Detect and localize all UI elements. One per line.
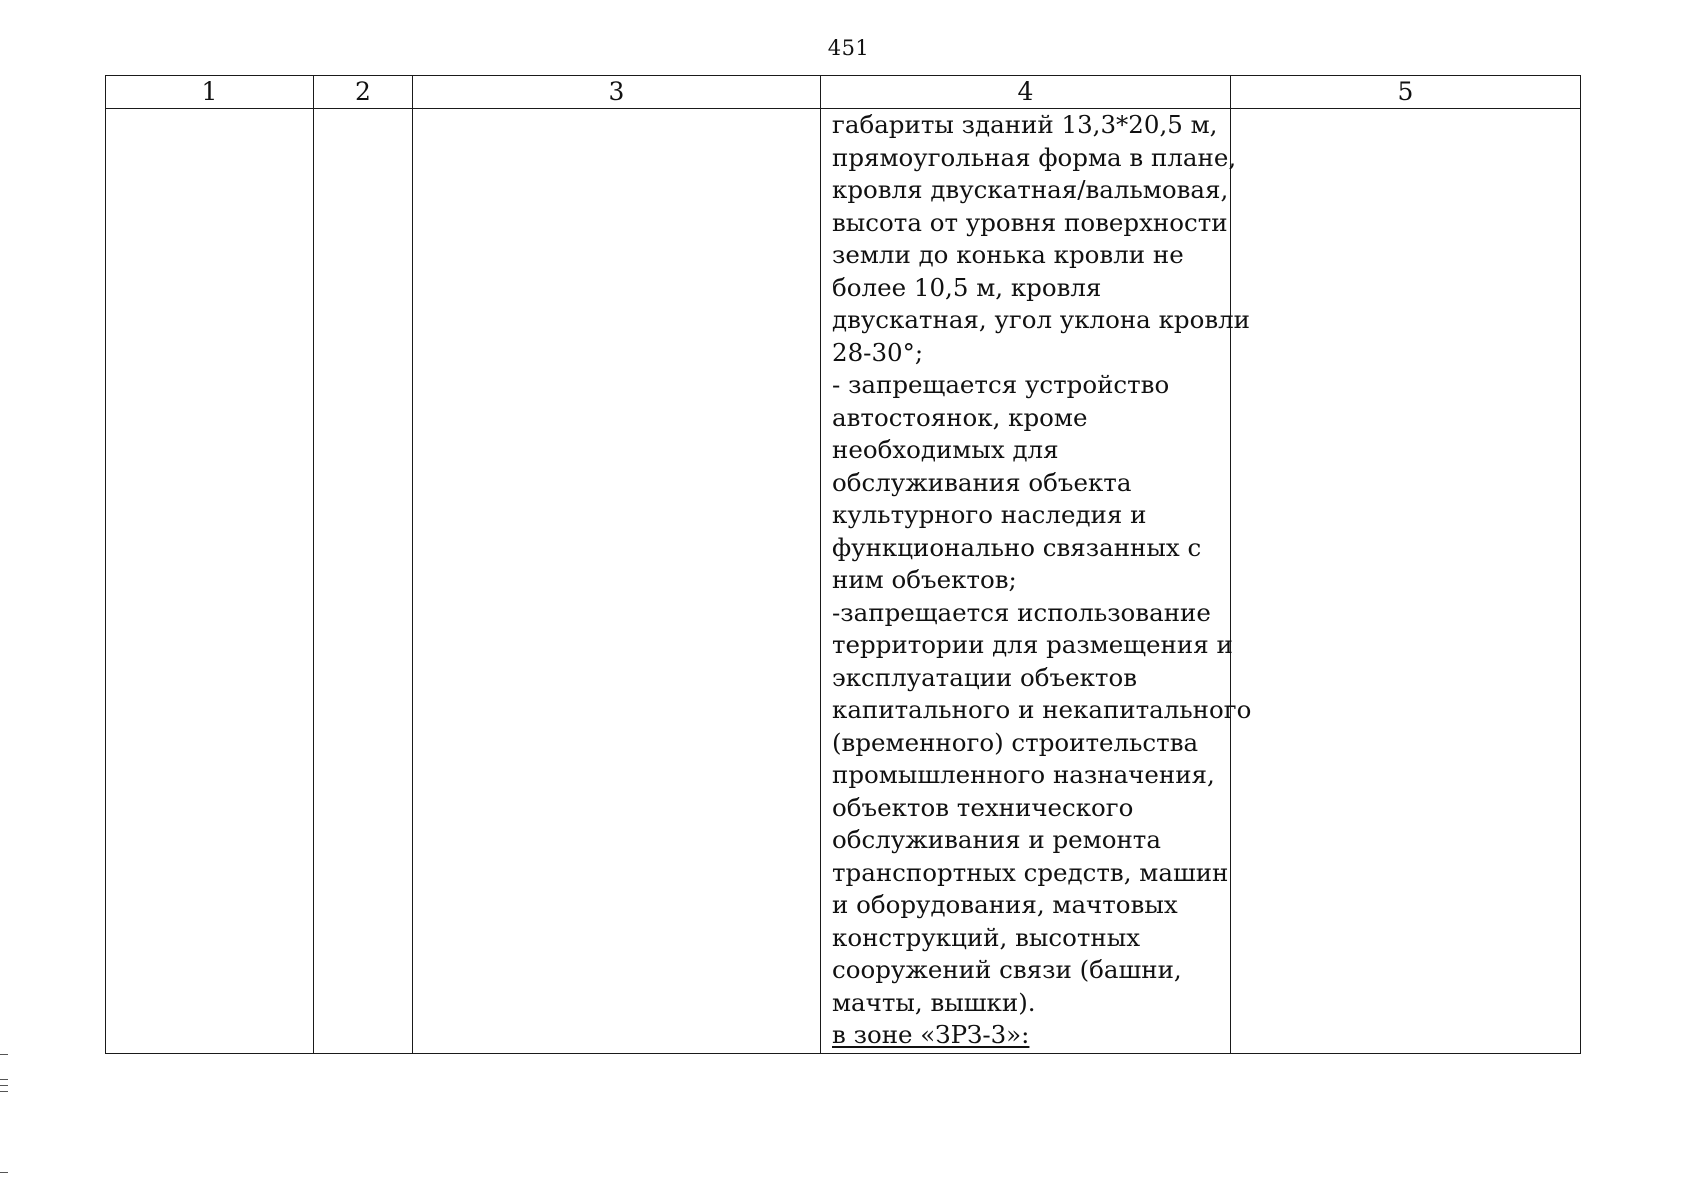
text-line: эксплуатации объектов — [832, 662, 1138, 692]
table-row — [106, 109, 1581, 1054]
column-header-1: 1 — [106, 76, 314, 109]
text-line: прямоугольная форма в плане, — [832, 142, 1237, 172]
text-line: транспортных средств, машин — [832, 857, 1229, 887]
text-line: ним объектов; — [832, 565, 1017, 594]
text-line: и оборудования, мачтовых — [832, 890, 1178, 919]
regulation-text — [821, 109, 1252, 1052]
cell-col1 — [106, 109, 314, 1054]
text-line: культурного наследия и — [832, 500, 1147, 529]
column-header-4: 4 — [821, 76, 1231, 109]
page-number: 451 — [827, 36, 870, 60]
text-line: необходимых для — [832, 435, 1059, 464]
text-line: территории для размещения и — [832, 630, 1233, 659]
text-line: функционально связанных с — [832, 532, 1202, 562]
text-line: земли до конька кровли не — [832, 240, 1184, 269]
text-line: двускатная, угол уклона кровли — [832, 305, 1251, 334]
text-line: промышленного назначения, — [832, 760, 1215, 789]
column-header-2: 2 — [314, 76, 413, 109]
text-line: -запрещается использование — [832, 597, 1211, 627]
header-row — [106, 76, 1581, 109]
text-line: 28-30°; — [832, 337, 924, 367]
text-line: габариты зданий 13,3*20,5 м, — [832, 110, 1218, 139]
text-line: обслуживания объекта — [832, 467, 1132, 497]
cell-col4 — [821, 109, 1252, 1054]
text-line: капитального и некапитального — [832, 695, 1252, 724]
text-line: - запрещается устройство — [832, 370, 1170, 399]
text-line: конструкций, высотных — [832, 922, 1141, 952]
text-line: сооружений связи (башни, — [832, 955, 1182, 984]
text-line: (временного) строительства — [832, 727, 1199, 757]
cell-col3 — [413, 109, 821, 1054]
text-line: мачты, вышки). — [832, 987, 1036, 1017]
text-line: обслуживания и ремонта — [832, 825, 1161, 854]
zone-heading: в зоне «ЗРЗ-3»: — [832, 1020, 1030, 1049]
column-header-5: 5 — [1231, 76, 1581, 109]
regulation-table — [105, 75, 1581, 1054]
margin-mark — [0, 1172, 8, 1173]
text-line: более 10,5 м, кровля — [832, 272, 1102, 302]
text-line: кровля двускатная/вальмовая, — [832, 175, 1229, 204]
margin-mark — [0, 1054, 8, 1055]
margin-mark — [0, 1085, 8, 1086]
cell-col2 — [314, 109, 413, 1054]
text-line: автостоянок, кроме — [832, 402, 1088, 432]
text-line: объектов технического — [832, 792, 1134, 822]
text-line: высота от уровня поверхности — [832, 207, 1228, 237]
column-header-3: 3 — [413, 76, 821, 109]
margin-mark — [0, 1079, 8, 1080]
cell-col5 — [1231, 109, 1581, 1054]
margin-mark — [0, 1091, 8, 1092]
